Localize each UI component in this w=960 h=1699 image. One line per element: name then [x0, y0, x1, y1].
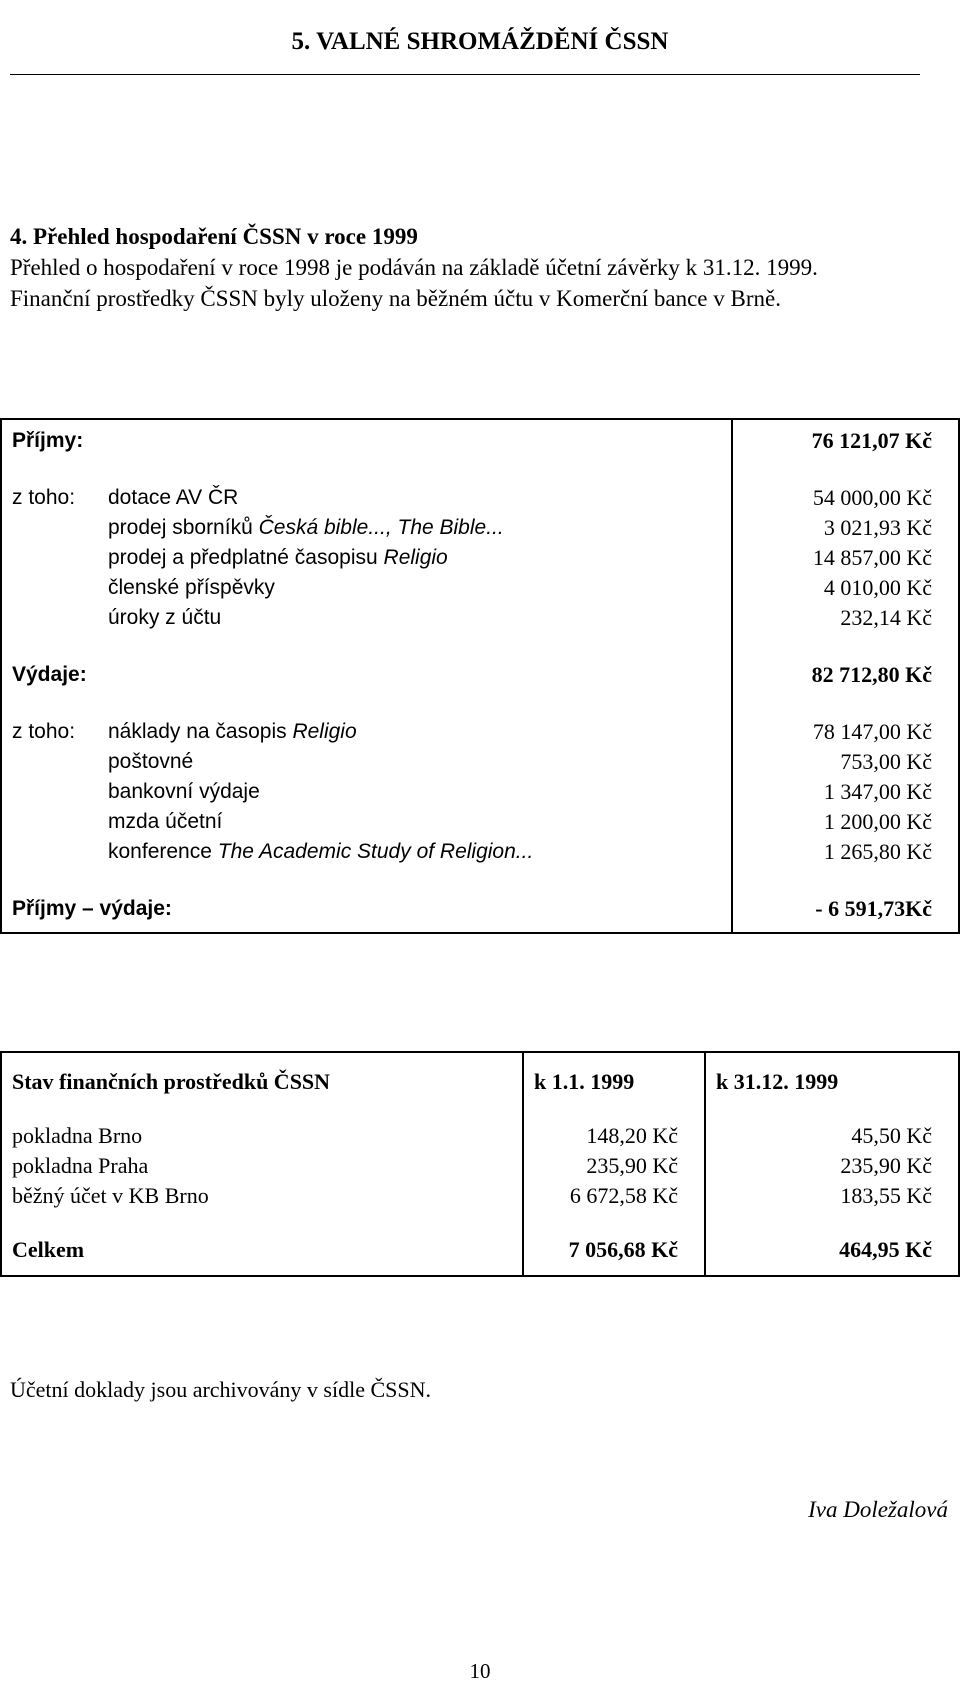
of-which-label: z toho:	[12, 720, 76, 743]
expense-item	[12, 837, 723, 867]
funds-row-start: 148,20 Kč	[586, 1123, 678, 1148]
page-header-title: 5. VALNÉ SHROMÁŽDĚNÍ ČSSN	[291, 28, 669, 55]
income-value: 54 000,00 Kč	[812, 485, 932, 510]
expense-item	[12, 747, 723, 777]
budget-labels-cell	[1, 419, 732, 933]
header-divider	[10, 74, 920, 75]
funds-header-row	[1, 1052, 959, 1107]
expense-item-text: mzda účetní	[108, 810, 223, 833]
income-item-text: členské příspěvky	[108, 576, 275, 599]
intro-line-2: Finanční prostředky ČSSN byly uloženy na běžném účtu v Komerční bance v Brně.	[10, 286, 781, 311]
income-value: 3 021,93 Kč	[823, 515, 932, 540]
expense-item-text: bankovní výdaje	[108, 780, 260, 803]
page-number: 10	[469, 1659, 491, 1683]
funds-row-name: pokladna Praha	[12, 1153, 149, 1178]
signature: Iva Doležalová	[808, 1497, 948, 1522]
funds-col1-header: Stav finančních prostředků ČSSN	[12, 1069, 331, 1094]
funds-row-end: 45,50 Kč	[851, 1123, 932, 1148]
income-item-text: úroky z účtu	[108, 606, 222, 629]
income-value: 14 857,00 Kč	[812, 545, 932, 570]
funds-row-name: běžný účet v KB Brno	[12, 1183, 209, 1208]
income-item	[12, 483, 723, 513]
expense-value: 1 265,80 Kč	[823, 839, 932, 864]
expense-item	[12, 717, 723, 747]
expense-value: 78 147,00 Kč	[812, 719, 932, 744]
expense-total: 82 712,80 Kč	[811, 662, 932, 687]
funds-row-end: 235,90 Kč	[840, 1153, 932, 1178]
budget-table	[0, 418, 960, 934]
income-item-text: dotace AV ČR	[108, 486, 239, 509]
expense-value: 753,00 Kč	[840, 749, 932, 774]
income-item-italic: Religio	[383, 546, 448, 569]
funds-total-row	[1, 1221, 959, 1276]
income-item	[12, 603, 723, 633]
funds-row-start: 6 672,58 Kč	[569, 1183, 678, 1208]
funds-table	[0, 1051, 960, 1277]
section-heading: 4. Přehled hospodaření ČSSN v roce 1999	[10, 224, 418, 249]
expense-item-italic: Religio	[292, 720, 357, 743]
income-value: 4 010,00 Kč	[823, 575, 932, 600]
income-item	[12, 543, 723, 573]
income-item-text: prodej sborníků	[108, 516, 259, 539]
income-item	[12, 573, 723, 603]
income-item-italic: Česká bible..., The Bible...	[258, 516, 504, 539]
archive-note: Účetní doklady jsou archivovány v sídle ČSSN.	[10, 1377, 432, 1402]
income-item-text: prodej a předplatné časopisu	[108, 546, 384, 569]
funds-total-end: 464,95 Kč	[839, 1237, 932, 1262]
income-label: Příjmy:	[12, 429, 84, 452]
expense-label: Výdaje:	[12, 663, 87, 686]
balance-label: Příjmy – výdaje:	[12, 897, 172, 920]
budget-values-cell	[732, 419, 959, 933]
expense-item-text: konference	[108, 840, 218, 863]
expense-item-italic: The Academic Study of Religion...	[217, 840, 534, 863]
section-intro	[10, 221, 818, 314]
funds-row-start: 235,90 Kč	[586, 1153, 678, 1178]
expense-item-text: poštovné	[108, 750, 194, 773]
balance-value: - 6 591,73Kč	[815, 896, 932, 921]
expense-value: 1 347,00 Kč	[823, 779, 932, 804]
intro-line-1: Přehled o hospodaření v roce 1998 je podáván na základě účetní závěrky k 31.12. 1999.	[10, 255, 818, 280]
funds-total-label: Celkem	[12, 1237, 85, 1262]
funds-row-name: pokladna Brno	[12, 1123, 143, 1148]
expense-item	[12, 807, 723, 837]
income-total: 76 121,07 Kč	[811, 428, 932, 453]
funds-body-rows	[1, 1107, 959, 1221]
income-item	[12, 513, 723, 543]
income-value: 232,14 Kč	[840, 605, 932, 630]
funds-col2-header: k 1.1. 1999	[534, 1069, 635, 1094]
expense-item-text: náklady na časopis	[108, 720, 293, 743]
funds-row-end: 183,55 Kč	[840, 1183, 932, 1208]
funds-col3-header: k 31.12. 1999	[716, 1069, 839, 1094]
expense-item	[12, 777, 723, 807]
of-which-label: z toho:	[12, 486, 76, 509]
expense-value: 1 200,00 Kč	[823, 809, 932, 834]
funds-total-start: 7 056,68 Kč	[568, 1237, 678, 1262]
